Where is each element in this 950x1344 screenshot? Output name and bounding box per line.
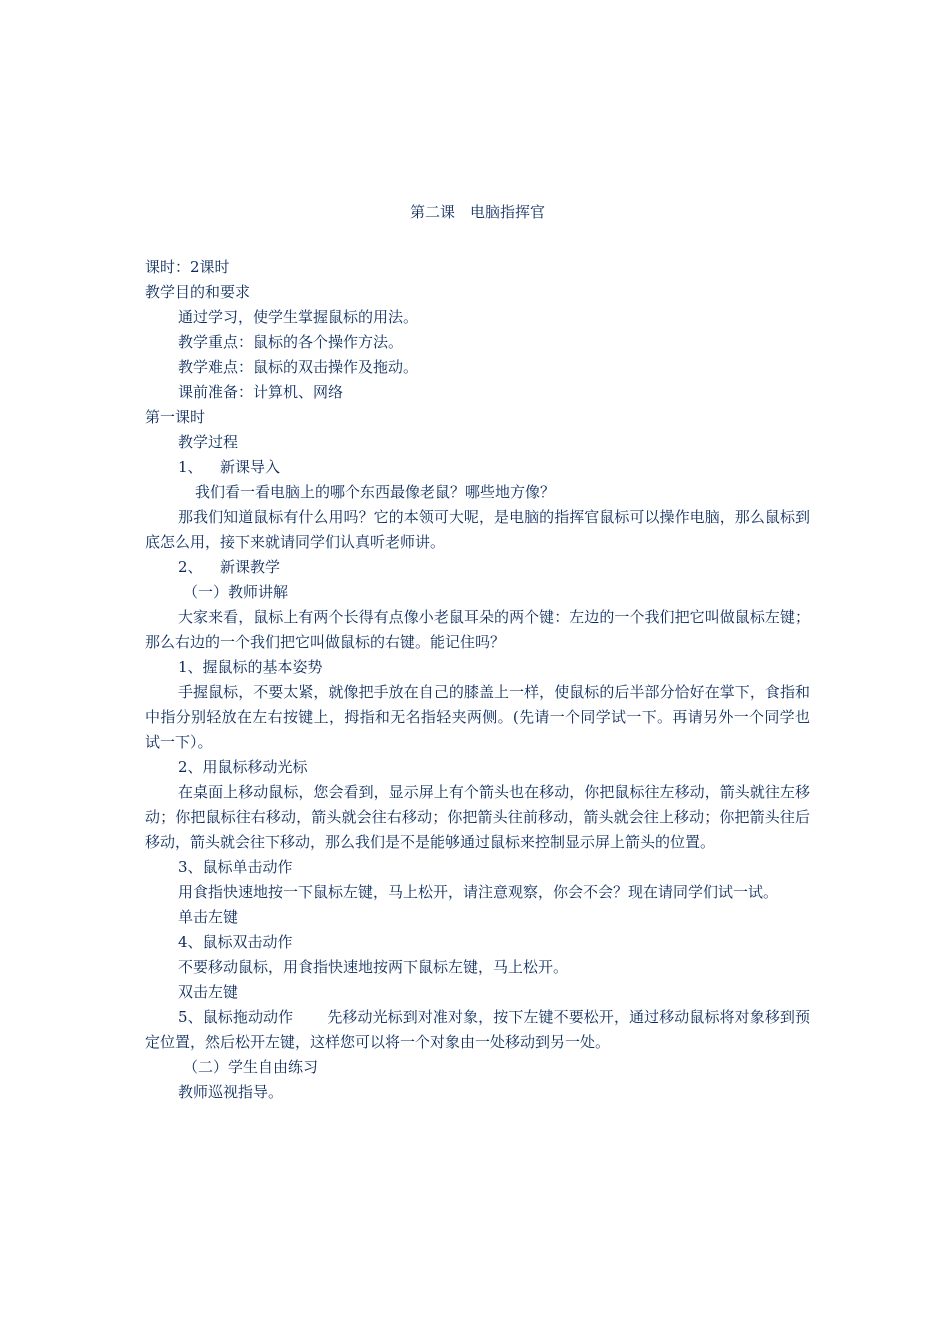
explain-paragraph: 大家来看，鼠标上有两个长得有点像小老鼠耳朵的两个键：左边的一个我们把它叫做鼠标左键；那么右边的一个我们把它叫做鼠标的右键。能记住吗？ [145,608,810,651]
teacher-explain-heading: （一）教师讲解 [183,583,289,601]
document-title: 第二课 电脑指挥官 [409,203,545,221]
practice-text: 教师巡视指导。 [178,1083,284,1101]
preparation: 课前准备：计算机、网络 [178,383,344,401]
practice-heading: （二）学生自由练习 [183,1058,319,1076]
difficulty-point: 教学难点：鼠标的双击操作及拖动。 [178,358,419,376]
item-3-heading: 3、鼠标单击动作 [178,858,293,876]
step-1-label: 新课导入 [220,458,281,476]
goal-text: 通过学习，使学生掌握鼠标的用法。 [178,308,419,326]
item-3-note: 单击左键 [178,908,239,926]
item-3-paragraph: 用食指快速地按一下鼠标左键，马上松开，请注意观察，你会不会？现在请同学们试一试。 [178,883,779,901]
item-2-heading: 2、用鼠标移动光标 [178,758,308,776]
item-2-paragraph: 在桌面上移动鼠标，您会看到，显示屏上有个箭头也在移动，你把鼠标往左移动，箭头就往左移动；你把鼠标往右移动，箭头就会往右移动；你把箭头往前移动，箭头就会往上移动；你把箭头往后移动，箭头就会往下移动，那么我们是不是能够通过鼠标来控制显示屏上箭头的位置。 [145,783,810,851]
goals-heading: 教学目的和要求 [145,283,251,301]
document-page [145,200,810,1105]
item-4-heading: 4、鼠标双击动作 [178,933,293,951]
key-point: 教学重点：鼠标的各个操作方法。 [178,333,404,351]
intro-paragraph: 那我们知道鼠标有什么用吗？它的本领可大呢，是电脑的指挥官鼠标可以操作电脑，那么鼠标到底怎么用，接下来就请同学们认真听老师讲。 [145,508,810,551]
step-2-heading [145,555,810,580]
item-4-note: 双击左键 [178,983,239,1001]
step-2-number: 2、 [178,558,203,576]
step-2-label: 新课教学 [220,558,281,576]
class-hours: 课时：2课时 [145,258,230,276]
item-4-text: 不要移动鼠标，用食指快速地按两下鼠标左键，马上松开。 [178,958,569,976]
item-5-heading: 5、鼠标拖动动作 [178,1008,294,1026]
process-heading: 教学过程 [178,433,239,451]
item-1-paragraph: 手握鼠标，不要太紧，就像把手放在自己的膝盖上一样，使鼠标的后半部分恰好在掌下，食指和中指分别轻放在左右按键上，拇指和无名指轻夹两侧。(先请一个同学试一下。再请另外一个同学也试一下）。 [145,683,810,751]
item-5-text: 先移动光标到对准对象，按下左键不要松开，通过移动鼠标将对象移到预定位置，然后松开左键，这样您可以将一个对象由一处移动到另一处。 [145,1008,810,1051]
item-5-paragraph [145,1005,810,1055]
step-1-heading [145,455,810,480]
step-1-number: 1、 [178,458,203,476]
intro-question: 我们看一看电脑上的哪个东西最像老鼠？哪些地方像？ [195,483,556,501]
lesson-one-heading: 第一课时 [145,408,206,426]
item-1-heading: 1、握鼠标的基本姿势 [178,658,323,676]
